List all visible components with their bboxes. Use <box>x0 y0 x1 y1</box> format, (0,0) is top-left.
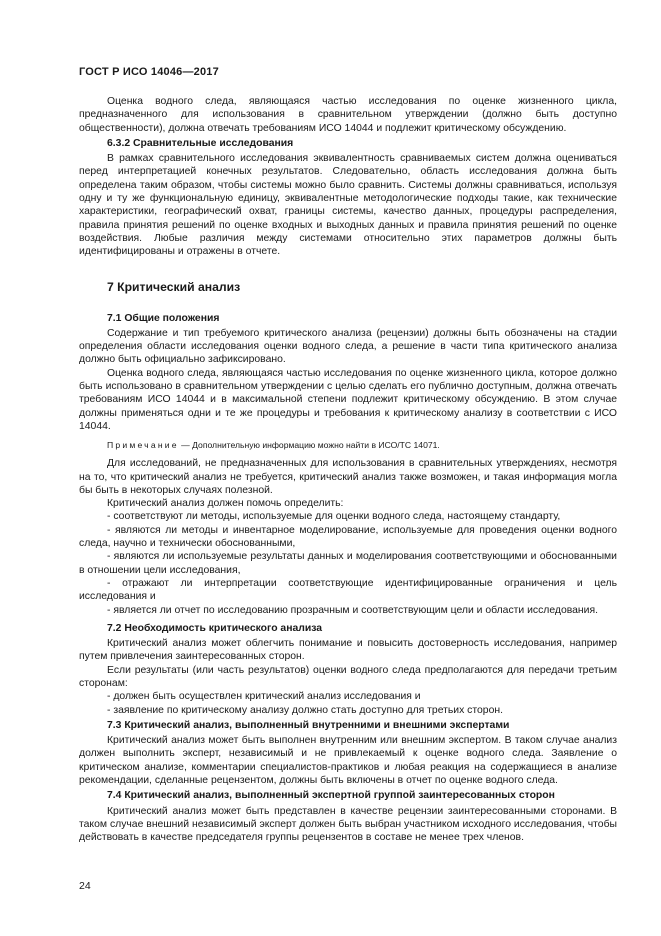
list-item: - соответствуют ли методы, используемые для оценки водного следа, настоящему стандарту, <box>107 511 561 523</box>
note <box>79 439 617 451</box>
note-text: — Дополнительную информацию можно найти в ИСО/ТС 14071. <box>178 440 440 451</box>
paragraph: Оценка водного следа, являющаяся частью исследования по оценке жизненного цикла, предназначенного для использования в сравнительном утверждении (должно быть доступно общественности), должна отвечать требованиям ИСО 14044 и подлежит критическому обсуждению. <box>79 96 617 134</box>
list-item: - отражают ли интерпретации соответствующие идентифицированные ограничения и цель исследования и <box>79 577 617 603</box>
paragraph: Критический анализ может облегчить понимание и повысить достоверность исследования, например путем привлечения заинтересованных сторон. <box>79 638 617 663</box>
subsection-heading-7-4: 7.4 Критический анализ, выполненный экспертной группой заинтересованных сторон <box>107 790 555 802</box>
list-item: - должен быть осуществлен критический анализ исследования и <box>107 691 421 703</box>
list-item: - являются ли методы и инвентарное моделирование, используемые для проведения оценки водного следа, научно и технически обоснованными, <box>79 524 617 550</box>
paragraph: В рамках сравнительного исследования эквивалентность сравниваемых систем должна оцениваться перед интерпретацией конечных результатов. Следовательно, область исследования должна быть определена таким образом, чтобы системы можно было сравнить. Системы должны сравниваться, используя одну и ту же функциональную единицу, эквивалентные методологические подходы такие, как технические характеристики, географический охват, границы системы, качество данных, процедуры распределения, правила принятия решений по оценке входных и выходных данных и правила принятия решений по оценке воздействия. Любые различия между системами относительно этих параметров должны быть идентифицированы и отражены в отчете. <box>79 153 617 258</box>
subsection-heading-7-1: 7.1 Общие положения <box>107 312 220 324</box>
list-item: - являются ли используемые результаты данных и моделирования соответствующими и обоснованными в отношении цели исследования, <box>79 551 617 576</box>
section-heading-7: 7 Критический анализ <box>107 279 241 294</box>
paragraph: Оценка водного следа, являющаяся частью исследования по оценке жизненного цикла, которое должно быть использовано в сравнительном утверждении с целью сделать его публично доступным, должна отвечать требованиям ИСО 14044 и в максимальной степени подлежит критическому обсуждению. В этом случае должны применяться одни и те же процедуры и требования к критическому анализу в соответствии с ИСО 14044. <box>79 367 617 432</box>
paragraph: Критический анализ может быть представлен в качестве рецензии заинтересованными сторонами. В таком случае внешний независимый эксперт должен быть выбран участником исходного исследования, чтобы действовать в качестве председателя группы рецензентов в составе не менее трех членов. <box>79 805 617 844</box>
page-number: 24 <box>79 880 91 892</box>
page-content <box>79 95 617 845</box>
subsection-heading-7-3: 7.3 Критический анализ, выполненный внутренними и внешними экспертами <box>107 719 510 731</box>
paragraph: Критический анализ может быть выполнен внутренним или внешним экспертом. В таком случае анализ должен выполнить эксперт, независимый и не привлекаемый к оценке водного следа. Заявление о критическом анализе, комментарии специалистов-практиков и любая реакция на содержащиеся в анализе рекомендации, сделанные рецензентом, должны быть включены в отчет по оценке водного следа. <box>79 735 617 787</box>
subsection-heading-6-3-2: 6.3.2 Сравнительные исследования <box>107 137 294 149</box>
list-item: - является ли отчет по исследованию прозрачным и соответствующим цели и области исследования. <box>107 604 598 616</box>
list-item: - заявление по критическому анализу должно стать доступно для третьих сторон. <box>107 704 503 716</box>
paragraph: Критический анализ должен помочь определить: <box>107 498 344 510</box>
paragraph: Для исследований, не предназначенных для использования в сравнительных утверждениях, несмотря на то, что критический анализ не требуется, критический анализ также возможен, и такая информация могла бы быть в некоторых случаях полезной. <box>79 458 617 496</box>
paragraph: Содержание и тип требуемого критического анализа (рецензии) должны быть обозначены на стадии определения области исследования оценки водного следа, а решение в части типа критического анализа должно быть официально зафиксировано. <box>79 327 617 366</box>
note-label: Примечание <box>107 440 179 451</box>
paragraph: Если результаты (или часть результатов) оценки водного следа предполагаются для передачи третьим сторонам: <box>79 664 617 689</box>
subsection-heading-7-2: 7.2 Необходимость критического анализа <box>107 622 323 634</box>
standard-header: ГОСТ Р ИСО 14046—2017 <box>79 66 219 78</box>
